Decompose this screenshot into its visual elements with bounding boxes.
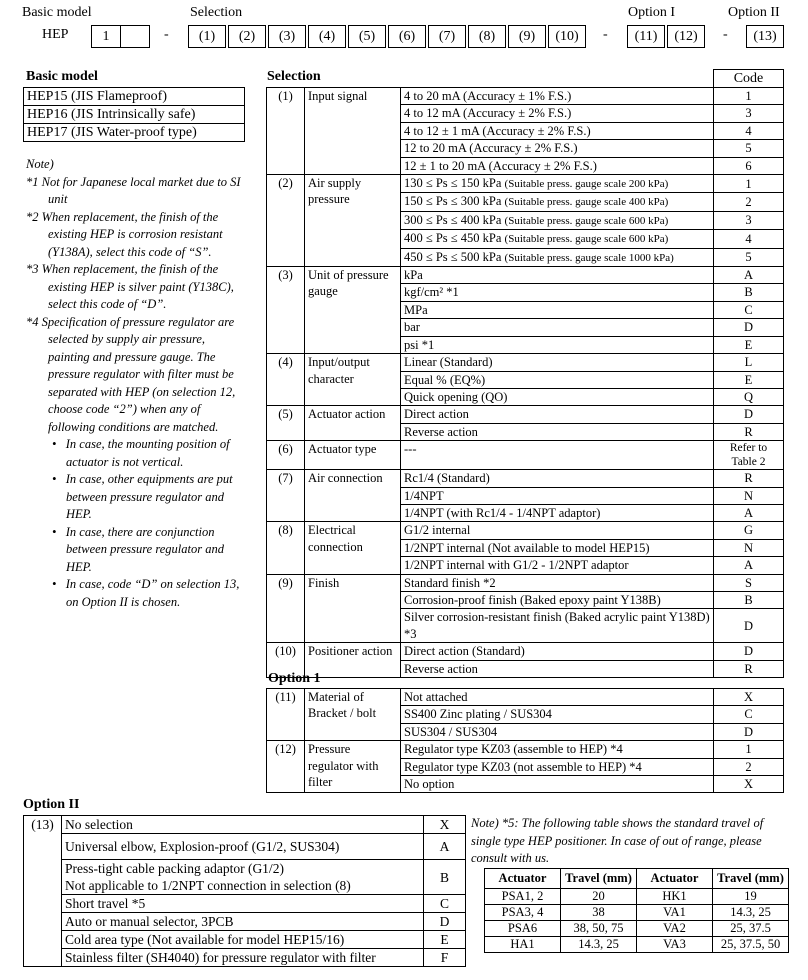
selection-item-name: Unit of pressure gauge [305, 267, 401, 354]
note-4-bullet: • In case, other equipments are put between pressure regulator and HEP. [52, 472, 233, 521]
selection-option-desc [401, 487, 714, 504]
option-desc-text: 1/2NPT internal (Not available to model HEP15) [404, 540, 650, 555]
option-desc-text: 1/4NPT [404, 488, 444, 503]
selection-code: B [714, 284, 784, 301]
header-option2-label: Option II [728, 5, 780, 20]
note-1: *1 Not for Japanese local market due to SI unit [26, 174, 241, 206]
option-desc-text: 4 to 12 mA (Accuracy ± 2% F.S.) [404, 106, 572, 121]
header-selection-label: Selection [190, 5, 243, 20]
selection-code: R [714, 470, 784, 487]
selection-code: 5 [714, 140, 784, 157]
selection-number: (3) [267, 267, 305, 354]
selection-code: L [714, 354, 784, 371]
code-box-opt-13: (13) [746, 25, 784, 48]
selection-option-desc [401, 301, 714, 318]
selection-item-name: Input/output character [305, 354, 401, 406]
option2-row [24, 931, 466, 949]
selection-item-name: Electrical connection [305, 522, 401, 574]
travel-cell: VA2 [637, 921, 713, 937]
option-desc-text: MPa [404, 302, 428, 317]
selection-item-name: Pressure regulator with filter [305, 741, 401, 793]
option1-table [266, 688, 784, 793]
selection-number: (7) [267, 470, 305, 522]
travel-cell: VA3 [637, 937, 713, 953]
selection-number: (5) [267, 406, 305, 441]
code-box-1: 1 [91, 25, 121, 48]
selection-option-desc [401, 140, 714, 157]
option2-title: Option II [23, 797, 80, 812]
travel-cell: HA1 [485, 937, 561, 953]
option2-desc-line: Stainless filter (SH4040) for pressure regulator with filter [65, 950, 376, 965]
option-desc-text: 12 to 20 mA (Accuracy ± 2% F.S.) [404, 141, 578, 156]
code-box-opt-12: (12) [667, 25, 705, 48]
selection-option-desc [401, 758, 714, 775]
travel-row [485, 905, 789, 921]
selection-option-desc [401, 441, 714, 470]
selection-option-desc [401, 574, 714, 591]
travel-cell: 14.3, 25 [561, 937, 637, 953]
code-box-sel-1: (1) [188, 25, 226, 48]
selection-code: D [714, 643, 784, 660]
selection-row [267, 643, 784, 660]
option-desc-note: (Suitable press. gauge scale 600 kPa) [504, 214, 669, 227]
travel-header: Travel (mm) [561, 869, 637, 889]
code-box-sel-5: (5) [348, 25, 386, 48]
travel-row [485, 937, 789, 953]
code-box-sel-2: (2) [228, 25, 266, 48]
selection-code: 1 [714, 88, 784, 105]
selection-option-desc [401, 336, 714, 353]
selection-item-name: Actuator action [305, 406, 401, 441]
selection-code: R [714, 660, 784, 677]
code-box-2 [120, 25, 150, 48]
notes-title: Note) [26, 157, 54, 171]
selection-row [267, 175, 784, 193]
selection-option-desc [401, 230, 714, 248]
option-desc-text: 4 to 12 ± 1 mA (Accuracy ± 2% F.S.) [404, 123, 591, 138]
travel-cell: HK1 [637, 889, 713, 905]
selection-row [267, 689, 784, 706]
selection-code: 1 [714, 741, 784, 758]
selection-code: C [714, 301, 784, 318]
selection-option-desc [401, 284, 714, 301]
note-4: *4 Specification of pressure regulator are selected by supply air pressure, painting and pressure gauge. The pressure regulator with filter must be separated with HEP (on selection 12, choose code “2”) when any of following conditions are matched. [26, 314, 236, 434]
selection-number: (1) [267, 88, 305, 175]
option-desc-text: Silver corrosion-resistant finish (Baked acrylic paint Y138D) *3 [404, 610, 710, 641]
selection-row [267, 574, 784, 591]
option-desc-text: Equal % (EQ%) [404, 372, 486, 387]
code-header: Code [713, 69, 784, 87]
code-box-sel-8: (8) [468, 25, 506, 48]
option2-desc [62, 931, 424, 949]
travel-cell: PSA6 [485, 921, 561, 937]
option-desc-note: (Suitable press. gauge scale 1000 kPa) [504, 251, 674, 264]
code-box-sel-10: (10) [548, 25, 586, 48]
travel-header: Actuator [637, 869, 713, 889]
travel-cell: 19 [713, 889, 789, 905]
selection-option-desc [401, 706, 714, 723]
note-3: *3 When replacement, the finish of the existing HEP is silver paint (Y138C), select this code of “D”. [26, 262, 234, 311]
option-desc-text: kPa [404, 268, 423, 283]
selection-code: D [714, 723, 784, 740]
selection-code: 1 [714, 175, 784, 193]
selection-option-desc [401, 388, 714, 405]
selection-code: 3 [714, 105, 784, 122]
selection-option-desc [401, 267, 714, 284]
option2-code: B [424, 860, 466, 895]
selection-option-desc [401, 723, 714, 740]
selection-row [267, 522, 784, 539]
selection-code: 5 [714, 248, 784, 266]
selection-option-desc [401, 122, 714, 139]
option2-desc-line: Universal elbow, Explosion-proof (G1/2, SUS304) [65, 839, 340, 854]
option2-row [24, 913, 466, 931]
selection-option-desc [401, 689, 714, 706]
selection-code: C [714, 706, 784, 723]
selection-option-desc [401, 557, 714, 574]
option-desc-note: (Suitable press. gauge scale 400 kPa) [504, 196, 669, 209]
selection-code: N [714, 487, 784, 504]
option-desc-text: 12 ± 1 to 20 mA (Accuracy ± 2% F.S.) [404, 158, 597, 173]
selection-number: (9) [267, 574, 305, 643]
selection-option-desc [401, 88, 714, 105]
travel-row [485, 921, 789, 937]
selection-option-desc [401, 423, 714, 440]
selection-option-desc [401, 175, 714, 193]
travel-cell: VA1 [637, 905, 713, 921]
selection-option-desc [401, 522, 714, 539]
selection-option-desc [401, 193, 714, 211]
option-desc-text: 4 to 20 mA (Accuracy ± 1% F.S.) [404, 89, 572, 103]
option-desc-text: SUS304 / SUS304 [404, 724, 498, 739]
travel-cell: PSA1, 2 [485, 889, 561, 905]
selection-code: 2 [714, 193, 784, 211]
selection-option-desc [401, 539, 714, 556]
selection-code: E [714, 336, 784, 353]
option-desc-text: 400 ≤ Ps ≤ 450 kPa [404, 231, 502, 246]
option2-desc [62, 949, 424, 967]
note-2: *2 When replacement, the finish of the existing HEP is corrosion resistant (Y138A), select this code of “S”. [26, 209, 223, 259]
selection-table [266, 87, 784, 678]
travel-row [485, 889, 789, 905]
basic-model-item: HEP17 (JIS Water-proof type) [24, 124, 245, 142]
option2-code: X [424, 816, 466, 834]
basic-model-table [23, 87, 245, 142]
travel-cell: 14.3, 25 [713, 905, 789, 921]
option2-desc [62, 816, 424, 834]
selection-code: Q [714, 388, 784, 405]
travel-cell: 25, 37.5, 50 [713, 937, 789, 953]
option2-table [23, 815, 466, 967]
selection-code: A [714, 504, 784, 521]
selection-code: B [714, 591, 784, 608]
header-model-prefix: HEP [42, 27, 69, 42]
note-4-bullet: • In case, there are conjunction between pressure regulator and HEP. [52, 524, 224, 574]
option2-desc [62, 860, 424, 895]
option2-code: E [424, 931, 466, 949]
travel-cell: 25, 37.5 [713, 921, 789, 937]
option-desc-text: psi *1 [404, 337, 435, 352]
option-desc-text: Corrosion-proof finish (Baked epoxy paint Y138B) [404, 592, 661, 607]
selection-code: G [714, 522, 784, 539]
option-desc-text: Regulator type KZ03 (not assemble to HEP) *4 [404, 759, 642, 774]
option-desc-text: bar [404, 320, 420, 335]
option-desc-text: Reverse action [404, 424, 478, 439]
header-basic-model-label: Basic model [22, 5, 92, 20]
travel-header: Actuator [485, 869, 561, 889]
note-4-bullet: • In case, the mounting position of actuator is not vertical. [52, 437, 230, 469]
selection-code: R [714, 423, 784, 440]
selection-code: D [714, 609, 784, 643]
option2-desc [62, 913, 424, 931]
selection-option-desc [401, 504, 714, 521]
selection-code: A [714, 267, 784, 284]
option2-desc [62, 895, 424, 913]
option-desc-text: Linear (Standard) [404, 355, 493, 370]
selection-code: E [714, 371, 784, 388]
selection-option-desc [401, 643, 714, 660]
basic-model-item: HEP15 (JIS Flameproof) [24, 88, 245, 106]
header-option1-label: Option I [628, 5, 676, 20]
selection-row [267, 441, 784, 470]
travel-cell: 20 [561, 889, 637, 905]
code-box-sel-7: (7) [428, 25, 466, 48]
selection-option-desc [401, 105, 714, 122]
option2-code: C [424, 895, 466, 913]
option-desc-text: --- [404, 442, 417, 457]
selection-code: X [714, 776, 784, 793]
travel-cell: 38, 50, 75 [561, 921, 637, 937]
option2-number: (13) [24, 816, 62, 967]
option-desc-note: (Suitable press. gauge scale 200 kPa) [504, 178, 669, 191]
option2-row [24, 816, 466, 834]
selection-code: N [714, 539, 784, 556]
selection-item-name: Material of Bracket / bolt [305, 689, 401, 741]
selection-code: S [714, 574, 784, 591]
option-desc-text: 1/2NPT internal with G1/2 - 1/2NPT adaptor [404, 558, 629, 573]
travel-note: Note) *5: The following table shows the standard travel of single type HEP positioner. In case of out of range, please consult with us. [471, 816, 764, 865]
selection-number: (6) [267, 441, 305, 470]
selection-code: 3 [714, 211, 784, 229]
code-box-sel-4: (4) [308, 25, 346, 48]
selection-code: 4 [714, 230, 784, 248]
selection-code: D [714, 319, 784, 336]
selection-number: (12) [267, 741, 305, 793]
selection-row [267, 470, 784, 487]
selection-number: (8) [267, 522, 305, 574]
selection-code: D [714, 406, 784, 423]
option-desc-text: Regulator type KZ03 (assemble to HEP) *4 [404, 742, 623, 757]
selection-code: Refer to Table 2 [714, 441, 784, 470]
option2-code: D [424, 913, 466, 931]
option2-row [24, 860, 466, 895]
option2-desc [62, 834, 424, 860]
option2-desc-line: No selection [65, 817, 133, 832]
option-desc-text: No option [404, 777, 455, 792]
selection-item-name: Input signal [305, 88, 401, 175]
selection-option-desc [401, 354, 714, 371]
option-desc-text: Direct action [404, 407, 469, 422]
selection-code: 4 [714, 122, 784, 139]
selection-option-desc [401, 609, 714, 643]
option-desc-text: 130 ≤ Ps ≤ 150 kPa [404, 176, 502, 191]
option-desc-text: Rc1/4 (Standard) [404, 471, 490, 486]
selection-option-desc [401, 470, 714, 487]
selection-item-name: Air connection [305, 470, 401, 522]
selection-number: (11) [267, 689, 305, 741]
basic-model-title: Basic model [26, 69, 98, 84]
code-box-sel-6: (6) [388, 25, 426, 48]
selection-option-desc [401, 406, 714, 423]
selection-code: 2 [714, 758, 784, 775]
option-desc-text: 450 ≤ Ps ≤ 500 kPa [404, 249, 502, 264]
option2-code: A [424, 834, 466, 860]
selection-item-name: Finish [305, 574, 401, 643]
option-desc-text: 150 ≤ Ps ≤ 300 kPa [404, 194, 502, 209]
travel-cell: 38 [561, 905, 637, 921]
option1-title: Option 1 [268, 671, 321, 686]
option-desc-text: Not attached [404, 690, 468, 704]
note-4-bullet: • In case, code “D” on selection 13, on Option II is chosen. [52, 577, 240, 609]
travel-cell: PSA3, 4 [485, 905, 561, 921]
travel-header: Travel (mm) [713, 869, 789, 889]
code-box-opt-11: (11) [627, 25, 665, 48]
selection-item-name: Air supply pressure [305, 175, 401, 267]
option2-desc-line: Short travel *5 [65, 896, 146, 911]
code-box-sel-3: (3) [268, 25, 306, 48]
option-desc-text: Direct action (Standard) [404, 644, 525, 659]
option2-desc-line: Press-tight cable packing adaptor (G1/2) [65, 861, 284, 876]
selection-option-desc [401, 319, 714, 336]
basic-model-item: HEP16 (JIS Intrinsically safe) [24, 106, 245, 124]
option-desc-text: G1/2 internal [404, 523, 471, 538]
selection-row [267, 741, 784, 758]
selection-code: 6 [714, 157, 784, 174]
selection-row [267, 267, 784, 284]
option-desc-text: kgf/cm² *1 [404, 285, 459, 300]
option2-desc-line: Cold area type (Not available for model HEP15/16) [65, 932, 345, 947]
selection-option-desc [401, 248, 714, 266]
option2-row [24, 834, 466, 860]
code-box-sel-9: (9) [508, 25, 546, 48]
selection-title: Selection [267, 69, 321, 84]
selection-item-name: Actuator type [305, 441, 401, 470]
option-desc-text: 300 ≤ Ps ≤ 400 kPa [404, 212, 502, 227]
selection-number: (10) [267, 643, 305, 678]
option-desc-note: (Suitable press. gauge scale 600 kPa) [504, 233, 669, 246]
selection-option-desc [401, 157, 714, 174]
selection-code: A [714, 557, 784, 574]
selection-code: X [714, 689, 784, 706]
selection-row [267, 354, 784, 371]
option-desc-text: 1/4NPT (with Rc1/4 - 1/4NPT adaptor) [404, 505, 601, 520]
option2-row [24, 895, 466, 913]
selection-row [267, 88, 784, 105]
selection-row [267, 406, 784, 423]
notes-block [26, 156, 246, 611]
selection-option-desc [401, 371, 714, 388]
selection-item-name: Positioner action [305, 643, 401, 678]
selection-number: (2) [267, 175, 305, 267]
option2-desc-line: Auto or manual selector, 3PCB [65, 914, 234, 929]
selection-option-desc [401, 660, 714, 677]
option-desc-text: SS400 Zinc plating / SUS304 [404, 707, 552, 722]
selection-option-desc [401, 741, 714, 758]
selection-option-desc [401, 211, 714, 229]
option-desc-text: Standard finish *2 [404, 575, 496, 590]
option2-row [24, 949, 466, 967]
header-dash-1: - [164, 27, 169, 42]
option-desc-text: Quick opening (QO) [404, 389, 508, 404]
option2-code: F [424, 949, 466, 967]
header-dash-2: - [603, 27, 608, 42]
selection-number: (4) [267, 354, 305, 406]
option2-desc-line: Not applicable to 1/2NPT connection in selection (8) [65, 878, 351, 893]
selection-option-desc [401, 591, 714, 608]
header-dash-3: - [723, 27, 728, 42]
selection-option-desc [401, 776, 714, 793]
travel-table [484, 868, 789, 953]
option-desc-text: Reverse action [404, 661, 478, 676]
